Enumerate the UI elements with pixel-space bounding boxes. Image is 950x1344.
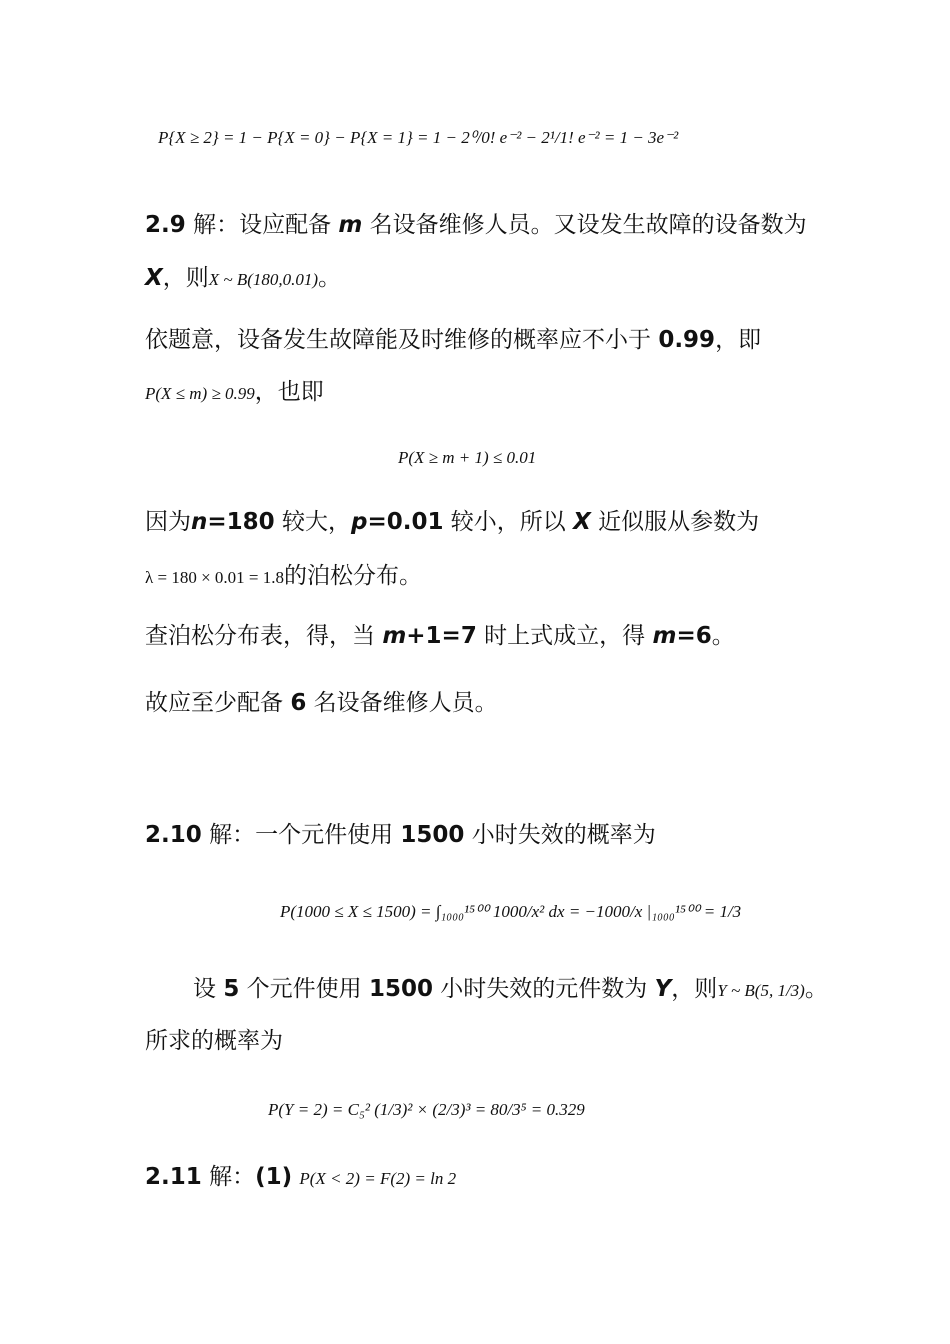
value: 5: [223, 976, 240, 1002]
problem-2-9-para-3: [145, 507, 759, 537]
text: ，则: [162, 265, 209, 291]
text: 。: [318, 265, 342, 291]
var-m: m: [382, 623, 407, 649]
var-n: n: [191, 509, 208, 535]
text: 依题意，设备发生故障能及时维修的概率应不小于: [145, 327, 651, 353]
problem-number: 2.11: [145, 1164, 202, 1190]
problem-number: 2.10: [145, 822, 202, 848]
value: 1500: [400, 822, 465, 848]
value: 6: [290, 690, 307, 716]
var-m: m: [338, 212, 363, 238]
text: 的泊松分布。: [284, 563, 423, 589]
text: 解：设应配备: [193, 212, 332, 238]
text: 近似服从参数为: [598, 509, 760, 535]
binomial-text: P(Y = 2) = C₅² (1/3)² × (2/3)³ = 80/3⁵ = 0.329: [268, 1100, 585, 1119]
problem-2-9-para-4: [145, 621, 735, 651]
text: 个元件使用: [246, 976, 362, 1002]
var-X: X: [145, 265, 163, 291]
part-label: (1): [255, 1164, 293, 1190]
problem-2-9-line-2: [145, 263, 341, 295]
text: 设: [193, 976, 216, 1002]
problem-2-9-para-5: [145, 688, 498, 718]
text: 较小，所以: [450, 509, 566, 535]
formula-top: [158, 128, 678, 148]
text: 解：一个元件使用: [209, 822, 394, 848]
var-p: p: [350, 509, 368, 535]
problem-2-9-para-3-line-2: [145, 561, 422, 593]
integral-formula: [280, 902, 741, 922]
value: 0.99: [658, 327, 716, 353]
text: ，即: [715, 327, 762, 353]
text: ，也即: [254, 379, 324, 405]
var-m: m: [652, 623, 677, 649]
text: 名设备维修人员。又设发生故障的设备数为: [369, 212, 807, 238]
lambda-formula: λ = 180 × 0.01 = 1.8: [145, 568, 285, 587]
formula-top-text: P{X ≥ 2} = 1 − P{X = 0} − P{X = 1} = 1 − 2⁰/0! e⁻² − 2¹/1! e⁻² = 1 − 3e⁻²: [158, 128, 679, 147]
text: 名设备维修人员。: [313, 690, 498, 716]
distribution-formula: X ~ B(180,0.01): [208, 270, 319, 289]
problem-2-9-line-1: [145, 210, 807, 240]
distribution-formula: Y ~ B(5, 1/3): [717, 981, 805, 1000]
text: 小时失效的概率为: [471, 822, 656, 848]
text: 所求的概率为: [145, 1028, 283, 1054]
inequality-1: P(X ≤ m) ≥ 0.99: [145, 384, 255, 403]
binomial-formula: [268, 1100, 585, 1120]
text: 因为: [145, 509, 191, 535]
inequality-2-text: P(X ≥ m + 1) ≤ 0.01: [398, 448, 537, 467]
value: 1500: [368, 976, 433, 1002]
var-Y: Y: [654, 976, 672, 1002]
text: 时上式成立，得: [484, 623, 646, 649]
value: +1=7: [406, 623, 477, 649]
value: =0.01: [367, 509, 444, 535]
problem-2-11-line-1: [145, 1162, 456, 1194]
text: 小时失效的元件数为: [440, 976, 648, 1002]
integral-text: P(1000 ≤ X ≤ 1500) = ∫₁₀₀₀¹⁵⁰⁰ 1000/x² dx = −1000/x |₁₀₀₀¹⁵⁰⁰ = 1/3: [280, 902, 742, 921]
text: 较大，: [281, 509, 351, 535]
problem-2-9-para-2: [145, 325, 761, 355]
value: =180: [207, 509, 275, 535]
text: 故应至少配备: [145, 690, 283, 716]
inequality-2: [398, 448, 536, 468]
text: 。: [804, 976, 828, 1002]
problem-2-10-line-1: [145, 820, 656, 850]
problem-2-10-para-2: [193, 974, 828, 1006]
problem-2-9-para-2-line-2: [145, 377, 324, 409]
value: =6: [676, 623, 712, 649]
text: 解：: [209, 1164, 256, 1190]
formula: P(X < 2) = F(2) = ln 2: [299, 1169, 457, 1188]
var-X: X: [573, 509, 591, 535]
text: ，则: [671, 976, 718, 1002]
text: 。: [711, 623, 735, 649]
problem-2-10-para-3: [145, 1026, 283, 1056]
problem-number: 2.9: [145, 212, 186, 238]
text: 查泊松分布表，得，当: [145, 623, 375, 649]
